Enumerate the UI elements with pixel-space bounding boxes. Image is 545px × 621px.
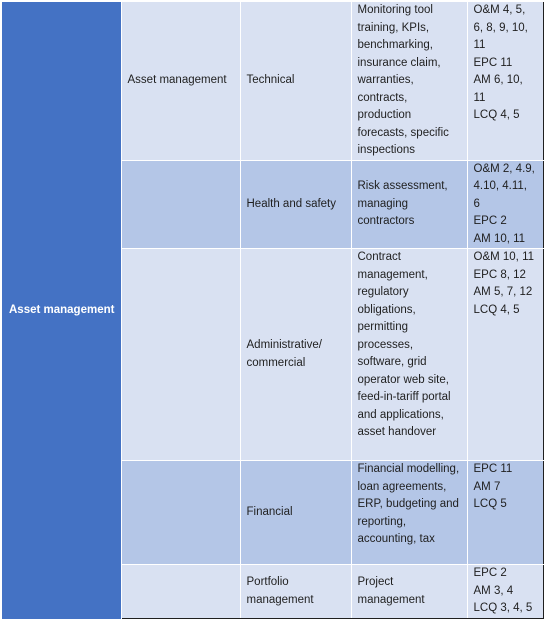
references-cell — [467, 160, 543, 249]
reference-line: AM 10, 11 — [473, 232, 526, 245]
reference-line: EPC 8, 12 — [473, 268, 526, 281]
subarea-cell: Administrative/ commercial — [240, 249, 351, 461]
reference-line: AM 5, 7, 12 — [473, 286, 533, 298]
reference-line: O&M 4, 5, 6, 8, 9, 10, 11 — [473, 4, 528, 51]
area-cell: Asset management — [121, 2, 240, 160]
subarea-cell: Financial — [240, 461, 351, 565]
category-cell: Asset management — [2, 2, 121, 619]
subarea-cell: Health and safety — [240, 160, 351, 249]
reference-line: AM 7 — [473, 480, 501, 493]
reference-line: LCQ 4, 5 — [473, 303, 520, 316]
subarea-cell: Technical — [240, 2, 351, 160]
references-cell — [467, 2, 543, 160]
reference-line: LCQ 5 — [473, 498, 507, 510]
area-cell — [121, 565, 240, 619]
reference-line: EPC 2 — [473, 215, 507, 227]
area-cell — [121, 249, 240, 461]
reference-line: AM 3, 4 — [473, 584, 514, 597]
reference-line: EPC 11 — [473, 56, 513, 69]
area-cell — [121, 461, 240, 565]
reference-line: EPC 11 — [473, 463, 513, 475]
reference-line: LCQ 4, 5 — [473, 109, 520, 121]
references-cell — [467, 249, 543, 461]
subarea-cell: Portfolio management — [240, 565, 351, 619]
reference-line: O&M 2, 4.9, 4.10, 4.11, 6 — [473, 162, 535, 210]
reference-line: LCQ 3, 4, 5 — [473, 602, 533, 614]
reference-line: EPC 2 — [473, 567, 507, 579]
references-cell — [467, 565, 543, 619]
area-cell — [121, 160, 240, 249]
description-cell: Contract management, regulatory obligations, permitting processes, software, grid operator web site, feed-in-tariff portal and applications, asset handover — [351, 249, 467, 461]
references-cell — [467, 461, 543, 565]
reference-line: AM 6, 10, 11 — [473, 74, 523, 104]
description-cell: Financial modelling, loan agreements, ERP, budgeting and reporting, accounting, tax — [351, 461, 467, 565]
description-cell: Risk assessment, managing contractors — [351, 160, 467, 249]
description-cell: Project management — [351, 565, 467, 619]
description-cell: Monitoring tool training, KPIs, benchmarking, insurance claim, warranties, contracts, production forecasts, specific inspections — [351, 2, 467, 160]
table-row — [2, 2, 543, 160]
asset-management-table — [2, 2, 544, 619]
reference-line: O&M 10, 11 — [473, 251, 535, 263]
